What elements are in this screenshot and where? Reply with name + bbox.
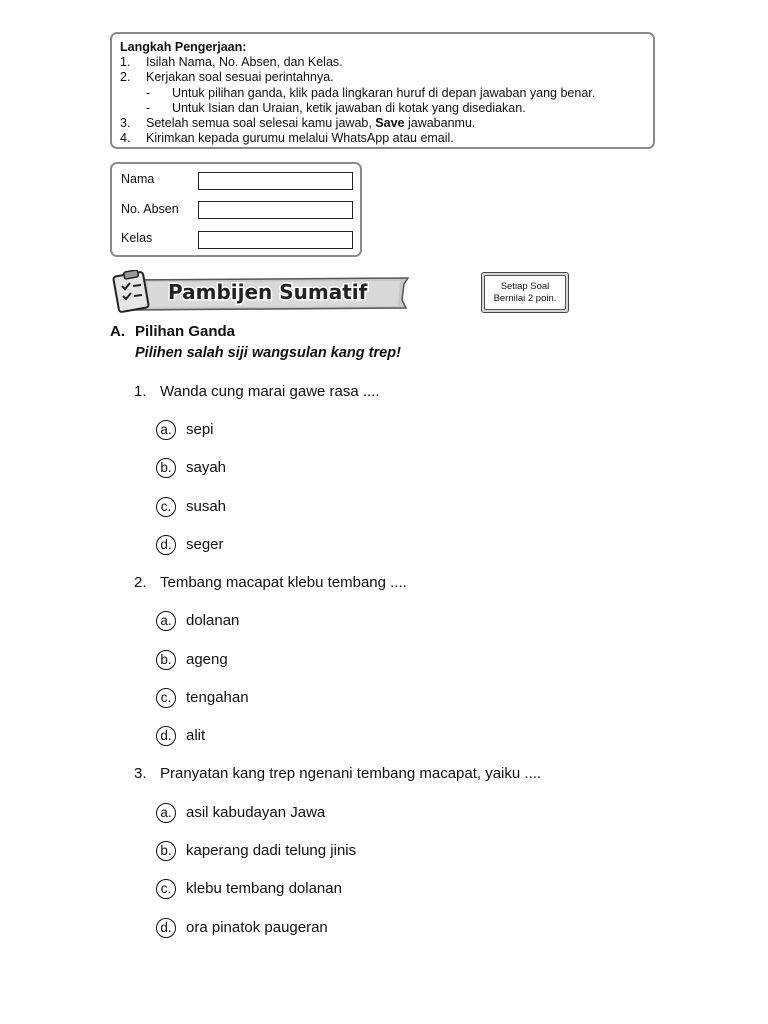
- step-number: 1.: [120, 55, 131, 70]
- identity-box: [110, 162, 362, 257]
- absen-field[interactable]: [198, 201, 353, 219]
- section-instruction: Pilihen salah siji wangsulan kang trep!: [135, 345, 401, 361]
- option-text: sayah: [186, 459, 227, 476]
- name-label: Nama: [121, 172, 155, 186]
- option-a-circle[interactable]: a.: [156, 611, 176, 631]
- step-number: 4.: [120, 131, 131, 146]
- substep-text: Untuk Isian dan Uraian, ketik jawaban di kotak yang disediakan.: [172, 100, 526, 115]
- instruction-step: [120, 55, 653, 70]
- option-text: seger: [186, 536, 224, 553]
- class-field[interactable]: [198, 231, 353, 249]
- option-a-circle[interactable]: a.: [156, 803, 176, 823]
- banner-graphic: [108, 270, 426, 320]
- question-number: 2.: [134, 574, 147, 591]
- step-number: 2.: [120, 70, 131, 85]
- step-text: Setelah semua soal selesai kamu jawab,: [146, 116, 376, 131]
- instruction-step: [120, 131, 653, 146]
- option-text: tengahan: [186, 689, 249, 706]
- question-number: 3.: [134, 765, 147, 782]
- option-text: susah: [186, 498, 227, 515]
- step-text: Kerjakan soal sesuai perintahnya.: [146, 70, 334, 85]
- score-line-2: Bernilai 2 poin.: [493, 293, 557, 304]
- option-text: kaperang dadi telung jinis: [186, 842, 357, 859]
- banner-title: Pambijen Sumatif: [168, 280, 368, 304]
- option-c-circle[interactable]: c.: [156, 879, 176, 899]
- option-a-circle[interactable]: a.: [156, 420, 176, 440]
- substep-text: Untuk pilihan ganda, klik pada lingkaran huruf di depan jawaban yang benar.: [172, 85, 596, 100]
- question-number: 1.: [134, 383, 147, 400]
- absen-label: No. Absen: [121, 202, 179, 216]
- score-note: [481, 272, 569, 313]
- section-letter: A.: [110, 323, 125, 340]
- step-text-bold: Save: [375, 116, 405, 131]
- section-banner: [108, 270, 426, 320]
- option-text: sepi: [186, 421, 214, 438]
- instruction-step: [120, 70, 653, 85]
- option-b-circle[interactable]: b.: [156, 650, 176, 670]
- option-c-circle[interactable]: c.: [156, 688, 176, 708]
- step-number: 3.: [120, 116, 131, 131]
- step-text: Kirimkan kepada gurumu melalui WhatsApp atau email.: [146, 131, 454, 146]
- name-field[interactable]: [198, 172, 353, 190]
- substep-dash: -: [146, 100, 151, 115]
- option-b-circle[interactable]: b.: [156, 458, 176, 478]
- option-text: ora pinatok paugeran: [186, 919, 328, 936]
- instructions-title: Langkah Pengerjaan:: [120, 40, 247, 54]
- step-text: Isilah Nama, No. Absen, dan Kelas.: [146, 55, 343, 70]
- instruction-substep: [120, 86, 653, 101]
- option-text: klebu tembang dolanan: [186, 880, 342, 897]
- score-note-inner: [484, 275, 566, 310]
- step-text: jawabanmu.: [404, 116, 476, 131]
- instruction-step: [120, 116, 653, 131]
- option-text: alit: [186, 727, 206, 744]
- section-title: Pilihan Ganda: [135, 323, 236, 340]
- class-label: Kelas: [121, 231, 153, 245]
- question-text: Pranyatan kang trep ngenani tembang macapat, yaiku ....: [160, 765, 542, 782]
- option-text: asil kabudayan Jawa: [186, 804, 326, 821]
- option-d-circle[interactable]: d.: [156, 535, 176, 555]
- option-text: ageng: [186, 651, 228, 668]
- option-c-circle[interactable]: c.: [156, 497, 176, 517]
- option-text: dolanan: [186, 612, 240, 629]
- instruction-substep: [120, 101, 653, 116]
- option-b-circle[interactable]: b.: [156, 841, 176, 861]
- instructions-box: [110, 32, 655, 149]
- question-text: Wanda cung marai gawe rasa ....: [160, 383, 380, 400]
- option-d-circle[interactable]: d.: [156, 726, 176, 746]
- score-line-1: Setiap Soal: [500, 281, 550, 292]
- question-text: Tembang macapat klebu tembang ....: [160, 574, 407, 591]
- substep-dash: -: [146, 85, 151, 100]
- clipboard-icon: [113, 270, 149, 312]
- option-d-circle[interactable]: d.: [156, 918, 176, 938]
